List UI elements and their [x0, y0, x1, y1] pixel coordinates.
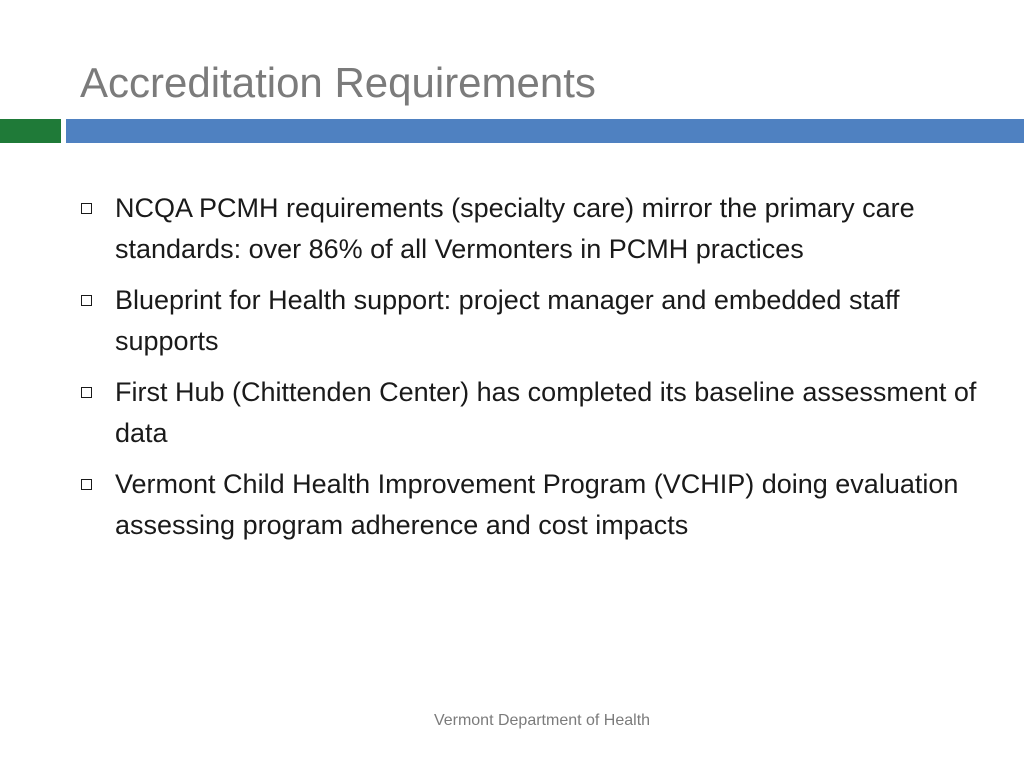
bullet-text: Vermont Child Health Improvement Program (VCHIP) doing evaluation assessing program adherence and cost impacts	[115, 469, 959, 540]
bullet-text: First Hub (Chittenden Center) has completed its baseline assessment of data	[115, 377, 977, 448]
bullet-item	[78, 188, 988, 270]
slide-footer: Vermont Department of Health	[433, 712, 651, 729]
square-bullet-icon	[81, 387, 92, 398]
slide-title: Accreditation Requirements	[80, 59, 596, 106]
bullet-item	[78, 464, 988, 546]
square-bullet-icon	[81, 295, 92, 306]
title-accent-bar-green	[0, 119, 61, 143]
bullet-item	[78, 280, 988, 362]
bullet-text: NCQA PCMH requirements (specialty care) mirror the primary care standards: over 86% of all Vermonters in PCMH practices	[115, 193, 915, 264]
title-accent-bar-blue	[66, 119, 1024, 143]
square-bullet-icon	[81, 203, 92, 214]
bullet-text: Blueprint for Health support: project manager and embedded staff supports	[115, 285, 900, 356]
square-bullet-icon	[81, 479, 92, 490]
bullet-list	[78, 188, 988, 556]
bullet-item	[78, 372, 988, 454]
